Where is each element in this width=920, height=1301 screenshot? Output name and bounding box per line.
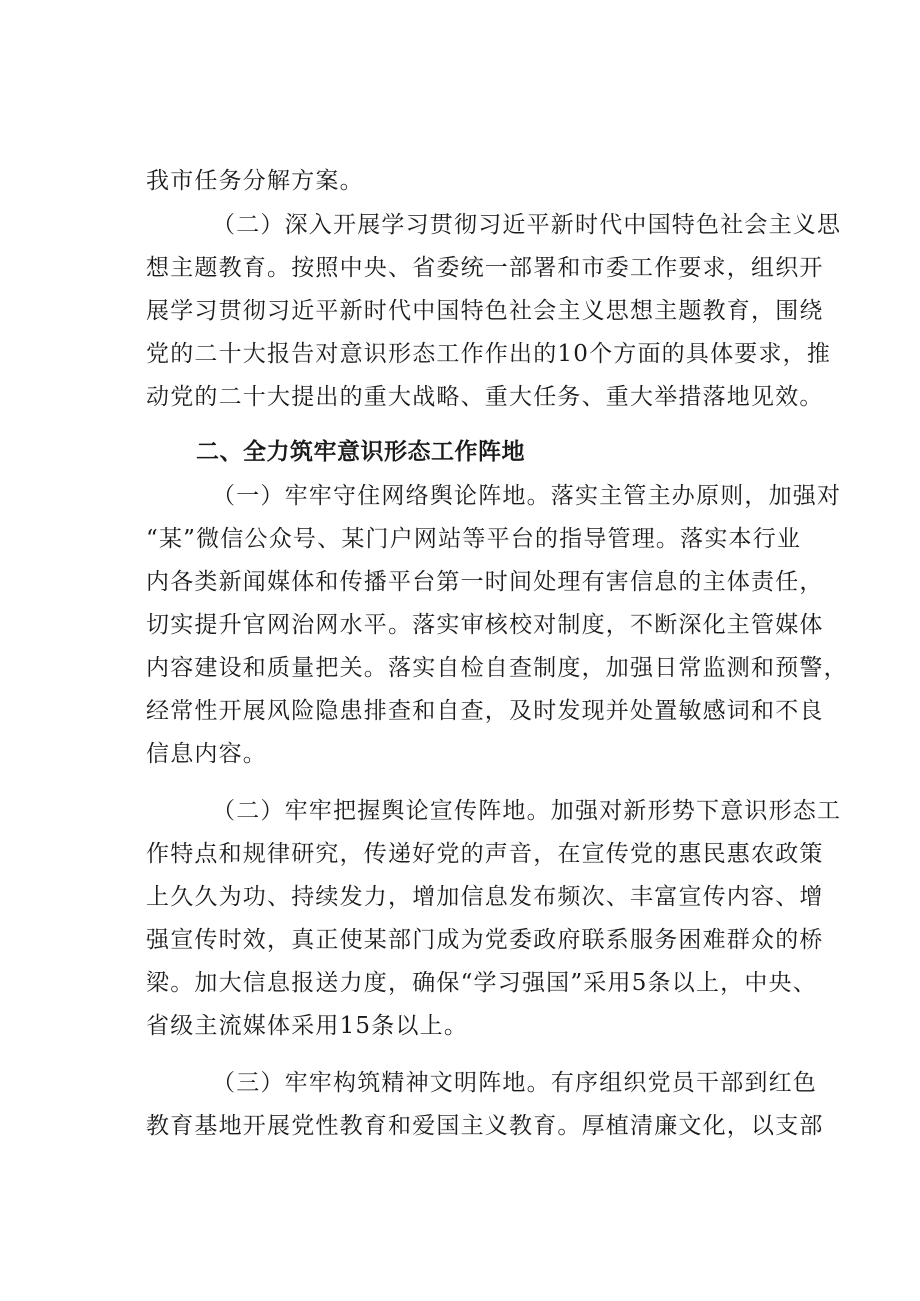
section-heading: 二、全力筑牢意识形态工作阵地	[196, 439, 525, 465]
text-line: 我市任务分解方案。	[146, 168, 364, 194]
text-line: 教育基地开展党性教育和爱国主义教育。厚植清廉文化，以支部	[146, 1113, 824, 1139]
paragraph-start-line: （一）牢牢守住网络舆论阵地。落实主管主办原则，加强对	[212, 483, 842, 509]
text-line: 梁。加大信息报送力度，确保“学习强国”采用5条以上，中央、	[146, 970, 817, 996]
text-line: “某”微信公众号、某门户网站等平台的指导管理。落实本行业	[146, 526, 802, 552]
text-line: 展学习贯彻习近平新时代中国特色社会主义思想主题教育，围绕	[146, 298, 824, 324]
text-line: 省级主流媒体采用15条以上。	[146, 1013, 469, 1039]
text-line: 动党的二十大提出的重大战略、重大任务、重大举措落地见效。	[146, 384, 824, 410]
text-line: 党的二十大报告对意识形态工作作出的10个方面的具体要求，推	[146, 341, 832, 367]
text-line: 作特点和规律研究，传递好党的声音，在宣传党的惠民惠农政策	[146, 841, 824, 867]
paragraph-start-line: （三）牢牢构筑精神文明阵地。有序组织党员干部到红色	[212, 1070, 817, 1096]
text-line: 上久久为功、持续发力，增加信息发布频次、丰富宣传内容、增	[146, 884, 824, 910]
text-line: 信息内容。	[146, 741, 267, 767]
text-line: 想主题教育。按照中央、省委统一部署和市委工作要求，组织开	[146, 255, 824, 281]
text-line: 内容建设和质量把关。落实自检自查制度，加强日常监测和预警，	[146, 655, 848, 681]
text-line: 经常性开展风险隐患排查和自查，及时发现并处置敏感词和不良	[146, 698, 824, 724]
text-line: 内各类新闻媒体和传播平台第一时间处理有害信息的主体责任，	[146, 569, 824, 595]
text-line: 强宣传时效，真正使某部门成为党委政府联系服务困难群众的桥	[146, 927, 824, 953]
text-line: 切实提升官网治网水平。落实审核校对制度，不断深化主管媒体	[146, 612, 824, 638]
paragraph-start-line: （二）深入开展学习贯彻习近平新时代中国特色社会主义思	[212, 212, 842, 238]
paragraph-start-line: （二）牢牢把握舆论宣传阵地。加强对新形势下意识形态工	[212, 798, 842, 824]
